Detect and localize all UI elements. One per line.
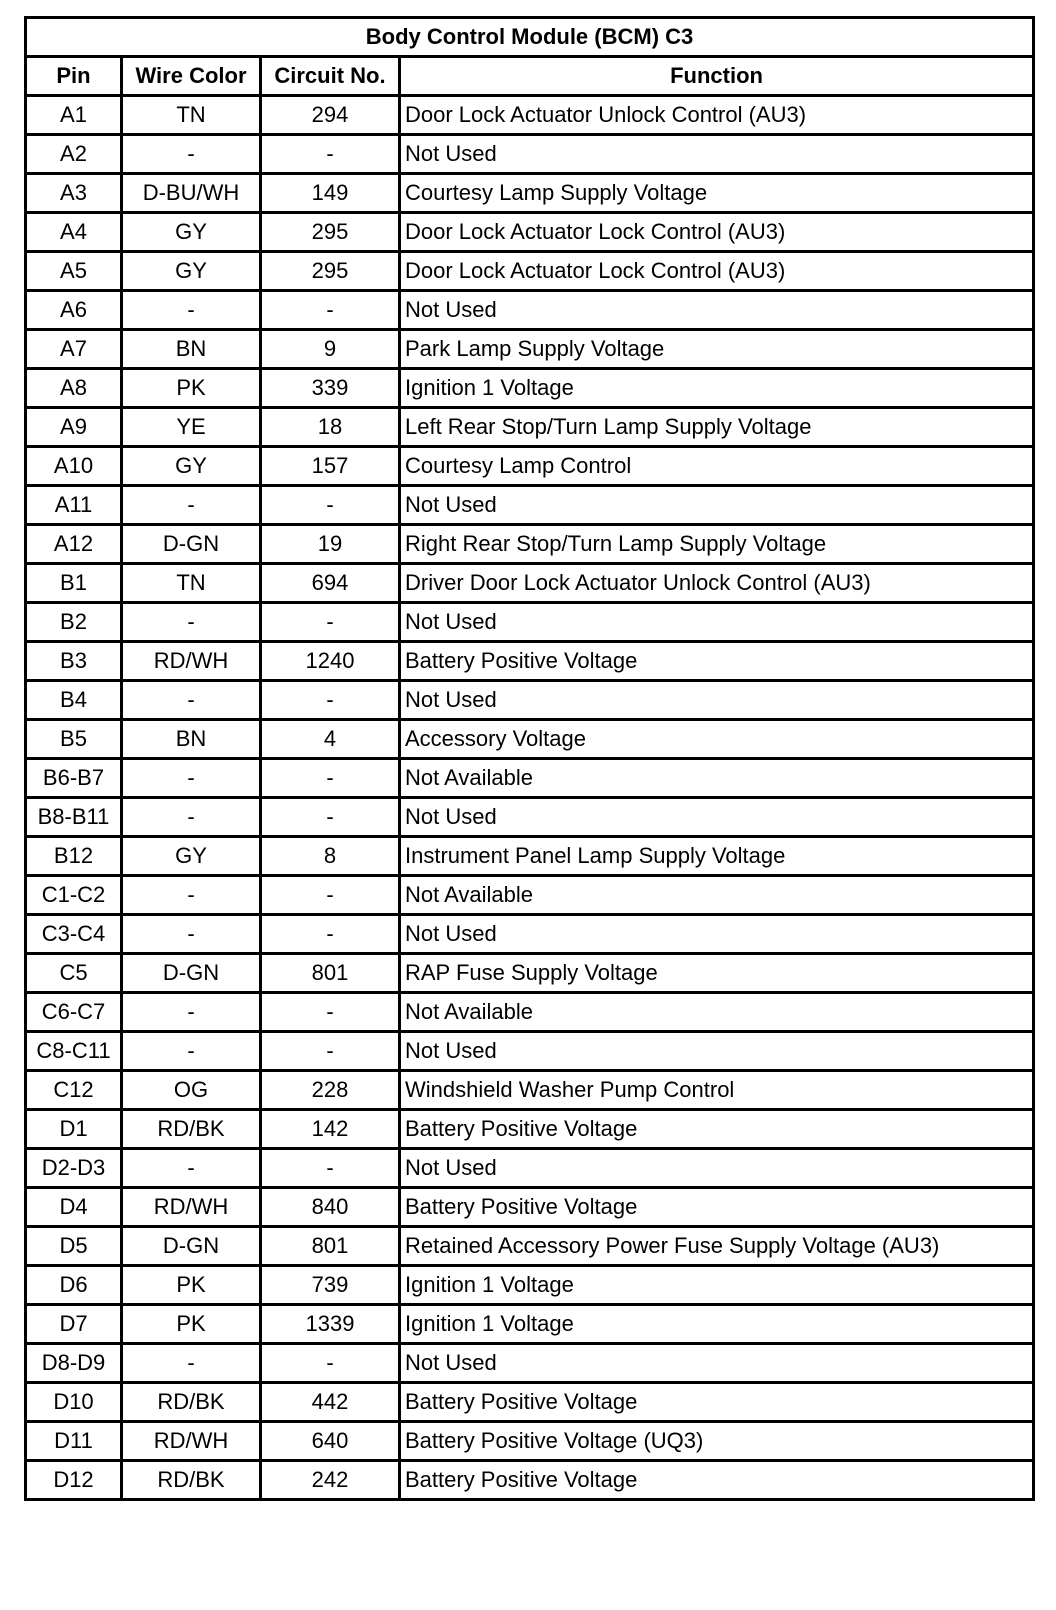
wire-color-cell: RD/WH bbox=[122, 642, 261, 681]
pin-cell: A5 bbox=[26, 252, 122, 291]
wire-color-cell: RD/BK bbox=[122, 1110, 261, 1149]
wire-color-cell: PK bbox=[122, 369, 261, 408]
table-row bbox=[26, 447, 1034, 486]
wire-color-cell: - bbox=[122, 798, 261, 837]
function-cell: Accessory Voltage bbox=[400, 720, 1034, 759]
function-cell: Left Rear Stop/Turn Lamp Supply Voltage bbox=[400, 408, 1034, 447]
pin-cell: B1 bbox=[26, 564, 122, 603]
function-cell: Battery Positive Voltage (UQ3) bbox=[400, 1422, 1034, 1461]
pin-cell: A2 bbox=[26, 135, 122, 174]
function-cell: Ignition 1 Voltage bbox=[400, 1305, 1034, 1344]
wire-color-cell: - bbox=[122, 291, 261, 330]
function-cell: Battery Positive Voltage bbox=[400, 642, 1034, 681]
pin-cell: C3-C4 bbox=[26, 915, 122, 954]
circuit-cell: - bbox=[261, 1032, 400, 1071]
function-column-header: Function bbox=[400, 57, 1034, 96]
pin-column-header: Pin bbox=[26, 57, 122, 96]
circuit-cell: - bbox=[261, 681, 400, 720]
function-cell: Not Used bbox=[400, 915, 1034, 954]
table-row bbox=[26, 876, 1034, 915]
table-row bbox=[26, 993, 1034, 1032]
wire-color-cell: - bbox=[122, 486, 261, 525]
table-row bbox=[26, 96, 1034, 135]
table-row bbox=[26, 681, 1034, 720]
circuit-cell: 739 bbox=[261, 1266, 400, 1305]
function-cell: Battery Positive Voltage bbox=[400, 1188, 1034, 1227]
circuit-cell: - bbox=[261, 603, 400, 642]
table-title: Body Control Module (BCM) C3 bbox=[26, 18, 1034, 57]
wire-color-cell: - bbox=[122, 759, 261, 798]
circuit-cell: 1339 bbox=[261, 1305, 400, 1344]
circuit-cell: - bbox=[261, 486, 400, 525]
pin-cell: B6-B7 bbox=[26, 759, 122, 798]
circuit-cell: 694 bbox=[261, 564, 400, 603]
pin-cell: C6-C7 bbox=[26, 993, 122, 1032]
pin-cell: B3 bbox=[26, 642, 122, 681]
function-cell: Instrument Panel Lamp Supply Voltage bbox=[400, 837, 1034, 876]
function-cell: Not Used bbox=[400, 135, 1034, 174]
pin-cell: D6 bbox=[26, 1266, 122, 1305]
table-header-row bbox=[26, 57, 1034, 96]
function-cell: Not Available bbox=[400, 993, 1034, 1032]
table-body bbox=[26, 96, 1034, 1500]
function-cell: Not Available bbox=[400, 876, 1034, 915]
pin-cell: C8-C11 bbox=[26, 1032, 122, 1071]
function-cell: Battery Positive Voltage bbox=[400, 1383, 1034, 1422]
table-row bbox=[26, 1188, 1034, 1227]
function-cell: Battery Positive Voltage bbox=[400, 1461, 1034, 1500]
wire-color-cell: GY bbox=[122, 837, 261, 876]
pin-cell: D10 bbox=[26, 1383, 122, 1422]
circuit-cell: 442 bbox=[261, 1383, 400, 1422]
function-cell: Courtesy Lamp Control bbox=[400, 447, 1034, 486]
circuit-cell: - bbox=[261, 291, 400, 330]
pin-cell: A12 bbox=[26, 525, 122, 564]
pin-cell: B8-B11 bbox=[26, 798, 122, 837]
table-row bbox=[26, 213, 1034, 252]
circuit-cell: 157 bbox=[261, 447, 400, 486]
function-cell: RAP Fuse Supply Voltage bbox=[400, 954, 1034, 993]
circuit-cell: 9 bbox=[261, 330, 400, 369]
function-cell: Not Used bbox=[400, 1344, 1034, 1383]
wire-color-cell: TN bbox=[122, 96, 261, 135]
wire-color-cell: GY bbox=[122, 252, 261, 291]
table-row bbox=[26, 408, 1034, 447]
pin-cell: C12 bbox=[26, 1071, 122, 1110]
circuit-cell: - bbox=[261, 135, 400, 174]
table-row bbox=[26, 720, 1034, 759]
function-cell: Door Lock Actuator Unlock Control (AU3) bbox=[400, 96, 1034, 135]
pin-cell: D12 bbox=[26, 1461, 122, 1500]
table-row bbox=[26, 135, 1034, 174]
pin-cell: A7 bbox=[26, 330, 122, 369]
circuit-cell: 19 bbox=[261, 525, 400, 564]
wire-color-cell: - bbox=[122, 135, 261, 174]
wire-color-cell: YE bbox=[122, 408, 261, 447]
circuit-cell: 801 bbox=[261, 1227, 400, 1266]
circuit-cell: 294 bbox=[261, 96, 400, 135]
function-cell: Not Used bbox=[400, 603, 1034, 642]
table-row bbox=[26, 1227, 1034, 1266]
wire-color-column-header: Wire Color bbox=[122, 57, 261, 96]
function-cell: Park Lamp Supply Voltage bbox=[400, 330, 1034, 369]
function-cell: Not Used bbox=[400, 681, 1034, 720]
wire-color-cell: - bbox=[122, 876, 261, 915]
function-cell: Not Used bbox=[400, 798, 1034, 837]
pin-cell: A8 bbox=[26, 369, 122, 408]
pin-cell: D5 bbox=[26, 1227, 122, 1266]
wire-color-cell: D-GN bbox=[122, 954, 261, 993]
wire-color-cell: GY bbox=[122, 447, 261, 486]
function-cell: Not Available bbox=[400, 759, 1034, 798]
circuit-cell: - bbox=[261, 798, 400, 837]
table-row bbox=[26, 1149, 1034, 1188]
pin-cell: A3 bbox=[26, 174, 122, 213]
pin-cell: D4 bbox=[26, 1188, 122, 1227]
table-row bbox=[26, 603, 1034, 642]
circuit-cell: 149 bbox=[261, 174, 400, 213]
wire-color-cell: RD/WH bbox=[122, 1188, 261, 1227]
table-row bbox=[26, 915, 1034, 954]
table-row bbox=[26, 252, 1034, 291]
function-cell: Right Rear Stop/Turn Lamp Supply Voltage bbox=[400, 525, 1034, 564]
circuit-cell: - bbox=[261, 759, 400, 798]
circuit-cell: - bbox=[261, 1344, 400, 1383]
function-cell: Door Lock Actuator Lock Control (AU3) bbox=[400, 213, 1034, 252]
pin-cell: D2-D3 bbox=[26, 1149, 122, 1188]
table-row bbox=[26, 1305, 1034, 1344]
wire-color-cell: BN bbox=[122, 330, 261, 369]
pin-cell: D8-D9 bbox=[26, 1344, 122, 1383]
function-cell: Retained Accessory Power Fuse Supply Voltage (AU3) bbox=[400, 1227, 1034, 1266]
pin-cell: B12 bbox=[26, 837, 122, 876]
function-cell: Battery Positive Voltage bbox=[400, 1110, 1034, 1149]
pin-cell: A9 bbox=[26, 408, 122, 447]
wire-color-cell: PK bbox=[122, 1305, 261, 1344]
function-cell: Door Lock Actuator Lock Control (AU3) bbox=[400, 252, 1034, 291]
table-row bbox=[26, 291, 1034, 330]
pin-cell: A11 bbox=[26, 486, 122, 525]
wire-color-cell: BN bbox=[122, 720, 261, 759]
circuit-cell: 8 bbox=[261, 837, 400, 876]
wire-color-cell: RD/BK bbox=[122, 1461, 261, 1500]
wire-color-cell: OG bbox=[122, 1071, 261, 1110]
table-row bbox=[26, 642, 1034, 681]
pin-cell: B5 bbox=[26, 720, 122, 759]
table-row bbox=[26, 954, 1034, 993]
circuit-cell: - bbox=[261, 876, 400, 915]
table-row bbox=[26, 330, 1034, 369]
table-row bbox=[26, 837, 1034, 876]
pin-cell: B2 bbox=[26, 603, 122, 642]
pin-cell: C5 bbox=[26, 954, 122, 993]
pin-cell: A6 bbox=[26, 291, 122, 330]
circuit-column-header: Circuit No. bbox=[261, 57, 400, 96]
circuit-cell: 295 bbox=[261, 252, 400, 291]
circuit-cell: - bbox=[261, 993, 400, 1032]
circuit-cell: 840 bbox=[261, 1188, 400, 1227]
table-row bbox=[26, 564, 1034, 603]
wire-color-cell: D-GN bbox=[122, 525, 261, 564]
pin-cell: C1-C2 bbox=[26, 876, 122, 915]
wire-color-cell: PK bbox=[122, 1266, 261, 1305]
wire-color-cell: TN bbox=[122, 564, 261, 603]
function-cell: Not Used bbox=[400, 1149, 1034, 1188]
circuit-cell: - bbox=[261, 1149, 400, 1188]
pin-cell: A4 bbox=[26, 213, 122, 252]
wire-color-cell: - bbox=[122, 603, 261, 642]
function-cell: Windshield Washer Pump Control bbox=[400, 1071, 1034, 1110]
pin-cell: B4 bbox=[26, 681, 122, 720]
function-cell: Driver Door Lock Actuator Unlock Control (AU3) bbox=[400, 564, 1034, 603]
function-cell: Not Used bbox=[400, 486, 1034, 525]
pin-cell: A1 bbox=[26, 96, 122, 135]
circuit-cell: - bbox=[261, 915, 400, 954]
wire-color-cell: - bbox=[122, 1149, 261, 1188]
wire-color-cell: RD/BK bbox=[122, 1383, 261, 1422]
circuit-cell: 4 bbox=[261, 720, 400, 759]
pin-cell: D11 bbox=[26, 1422, 122, 1461]
function-cell: Not Used bbox=[400, 291, 1034, 330]
wire-color-cell: - bbox=[122, 1032, 261, 1071]
table-row bbox=[26, 1266, 1034, 1305]
connector-pinout-table bbox=[24, 16, 1035, 1501]
table-row bbox=[26, 1422, 1034, 1461]
table-row bbox=[26, 759, 1034, 798]
table-row bbox=[26, 1110, 1034, 1149]
wire-color-cell: - bbox=[122, 1344, 261, 1383]
wire-color-cell: - bbox=[122, 993, 261, 1032]
circuit-cell: 339 bbox=[261, 369, 400, 408]
circuit-cell: 801 bbox=[261, 954, 400, 993]
circuit-cell: 242 bbox=[261, 1461, 400, 1500]
pin-cell: A10 bbox=[26, 447, 122, 486]
table-row bbox=[26, 1383, 1034, 1422]
function-cell: Ignition 1 Voltage bbox=[400, 1266, 1034, 1305]
wire-color-cell: RD/WH bbox=[122, 1422, 261, 1461]
circuit-cell: 142 bbox=[261, 1110, 400, 1149]
function-cell: Not Used bbox=[400, 1032, 1034, 1071]
circuit-cell: 1240 bbox=[261, 642, 400, 681]
table-row bbox=[26, 486, 1034, 525]
circuit-cell: 295 bbox=[261, 213, 400, 252]
table-row bbox=[26, 525, 1034, 564]
table-title-row bbox=[26, 18, 1034, 57]
function-cell: Ignition 1 Voltage bbox=[400, 369, 1034, 408]
circuit-cell: 228 bbox=[261, 1071, 400, 1110]
function-cell: Courtesy Lamp Supply Voltage bbox=[400, 174, 1034, 213]
pin-cell: D1 bbox=[26, 1110, 122, 1149]
table-row bbox=[26, 1032, 1034, 1071]
wire-color-cell: - bbox=[122, 681, 261, 720]
circuit-cell: 18 bbox=[261, 408, 400, 447]
table-row bbox=[26, 798, 1034, 837]
wire-color-cell: GY bbox=[122, 213, 261, 252]
table-row bbox=[26, 1344, 1034, 1383]
wire-color-cell: - bbox=[122, 915, 261, 954]
table-row bbox=[26, 1071, 1034, 1110]
table-row bbox=[26, 369, 1034, 408]
pin-cell: D7 bbox=[26, 1305, 122, 1344]
wire-color-cell: D-BU/WH bbox=[122, 174, 261, 213]
wire-color-cell: D-GN bbox=[122, 1227, 261, 1266]
table-row bbox=[26, 1461, 1034, 1500]
table-row bbox=[26, 174, 1034, 213]
circuit-cell: 640 bbox=[261, 1422, 400, 1461]
